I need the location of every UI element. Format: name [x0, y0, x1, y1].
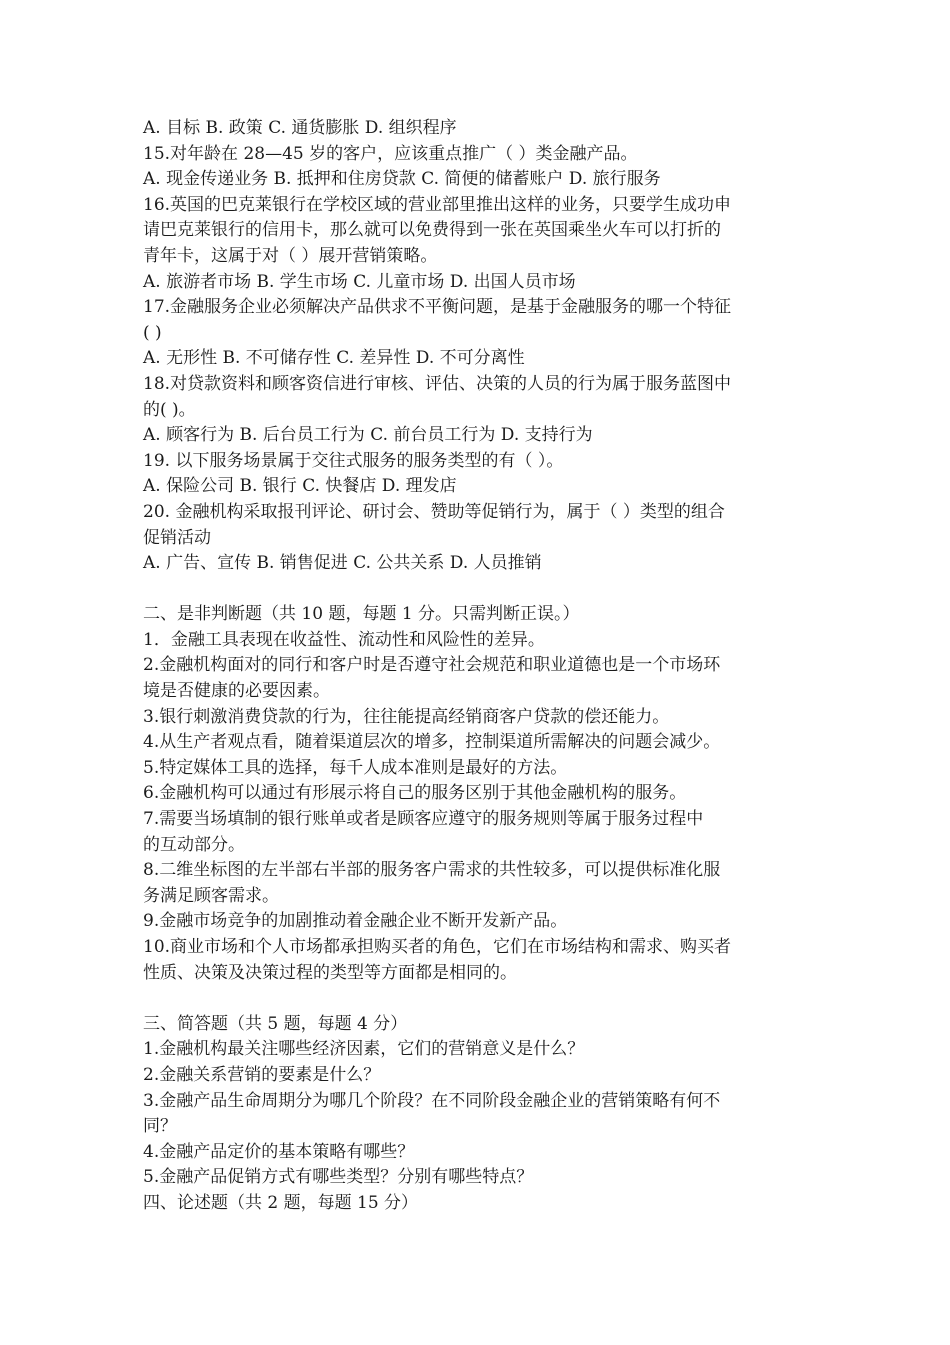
tf-item-3: 3.银行刺激消费贷款的行为，往往能提高经销商客户贷款的偿还能力。 — [143, 706, 670, 727]
sa-item-2: 2.金融关系营销的要素是什么？ — [143, 1064, 381, 1085]
sa-item-3: 3.金融产品生命周期分为哪几个阶段？在不同阶段金融企业的营销策略有何不 — [143, 1090, 721, 1111]
tf-item-8-cont: 务满足顾客需求。 — [143, 885, 279, 906]
tf-item-1: 1．金融工具表现在收益性、流动性和风险性的差异。 — [143, 629, 545, 650]
mc-options-18: A. 顾客行为 B. 后台员工行为 C. 前台员工行为 D. 支持行为 — [143, 425, 593, 446]
mc-options-20: A. 广告、宣传 B. 销售促进 C. 公共关系 D. 人员推销 — [143, 553, 542, 574]
mc-question-16-cont: 青年卡，这属于对（ ）展开营销策略。 — [143, 245, 438, 266]
section-spacer — [143, 577, 823, 603]
tf-item-10-cont: 性质、决策及决策过程的类型等方面都是相同的。 — [143, 962, 517, 983]
tf-item-10: 10.商业市场和个人市场都承担购买者的角色，它们在市场结构和需求、购买者 — [143, 937, 732, 957]
mc-question-20-cont: 促销活动 — [143, 527, 211, 548]
multiple-choice-continued — [143, 116, 823, 577]
mc-options-17: A. 无形性 B. 不可储存性 C. 差异性 D. 不可分离性 — [143, 348, 525, 369]
tf-item-5: 5.特定媒体工具的选择，每千人成本准则是最好的方法。 — [143, 757, 568, 778]
mc-question-17-cont: ( ) — [143, 322, 162, 343]
true-false-section — [143, 602, 823, 986]
tf-item-2-cont: 境是否健康的必要因素。 — [143, 681, 330, 702]
section-spacer — [143, 986, 823, 1012]
sa-item-1: 1.金融机构最关注哪些经济因素，它们的营销意义是什么？ — [143, 1039, 585, 1060]
mc-options-19: A. 保险公司 B. 银行 C. 快餐店 D. 理发店 — [143, 476, 457, 497]
tf-item-2: 2.金融机构面对的同行和客户时是否遵守社会规范和职业道德也是一个市场环 — [143, 655, 721, 676]
mc-question-16: 16.英国的巴克莱银行在学校区域的营业部里推出这样的业务，只要学生成功申 — [143, 194, 732, 215]
essay-section — [143, 1191, 823, 1217]
tf-item-7: 7.需要当场填制的银行账单或者是顾客应遵守的服务规则等属于服务过程中 — [143, 809, 704, 830]
sa-item-5: 5.金融产品促销方式有哪些类型？分别有哪些特点？ — [143, 1167, 534, 1188]
tf-item-9: 9.金融市场竞争的加剧推动着金融企业不断开发新产品。 — [143, 911, 568, 932]
tf-item-7-cont: 的互动部分。 — [143, 834, 245, 855]
mc-question-18: 18.对贷款资料和顾客资信进行审核、评估、决策的人员的行为属于服务蓝图中 — [143, 373, 732, 394]
mc-line: A. 目标 B. 政策 C. 通货膨胀 D. 组织程序 — [143, 118, 457, 138]
sa-item-3-cont: 同？ — [143, 1116, 177, 1137]
document-content — [143, 116, 823, 1217]
section-title: 二、是非判断题（共 10 题，每题 1 分。只需判断正误。） — [143, 604, 580, 625]
mc-question-18-cont: 的( )。 — [143, 399, 196, 420]
mc-question-17: 17.金融服务企业必须解决产品供求不平衡问题，是基于金融服务的哪一个特征 — [143, 297, 732, 318]
mc-question-19: 19. 以下服务场景属于交往式服务的服务类型的有（ ）。 — [143, 450, 564, 471]
section-title: 三、简答题（共 5 题，每题 4 分） — [143, 1013, 408, 1034]
mc-question-16-cont: 请巴克莱银行的信用卡，那么就可以免费得到一张在英国乘坐火车可以打折的 — [143, 220, 721, 241]
mc-question-15: 15.对年龄在 28—45 岁的客户，应该重点推广（ ）类金融产品。 — [143, 143, 638, 164]
sa-item-4: 4.金融产品定价的基本策略有哪些？ — [143, 1141, 415, 1162]
mc-options-15: A. 现金传递业务 B. 抵押和住房贷款 C. 简便的储蓄账户 D. 旅行服务 — [143, 169, 661, 190]
tf-item-6: 6.金融机构可以通过有形展示将自己的服务区别于其他金融机构的服务。 — [143, 783, 687, 804]
short-answer-section — [143, 1012, 823, 1191]
mc-options-16: A. 旅游者市场 B. 学生市场 C. 儿童市场 D. 出国人员市场 — [143, 271, 576, 292]
mc-question-20: 20. 金融机构采取报刊评论、研讨会、赞助等促销行为，属于（ ）类型的组合 — [143, 501, 725, 522]
tf-item-8: 8.二维坐标图的左半部右半部的服务客户需求的共性较多，可以提供标准化服 — [143, 860, 721, 881]
tf-item-4: 4.从生产者观点看，随着渠道层次的增多，控制渠道所需解决的问题会减少。 — [143, 732, 721, 753]
section-title: 四、论述题（共 2 题，每题 15 分） — [143, 1192, 419, 1213]
